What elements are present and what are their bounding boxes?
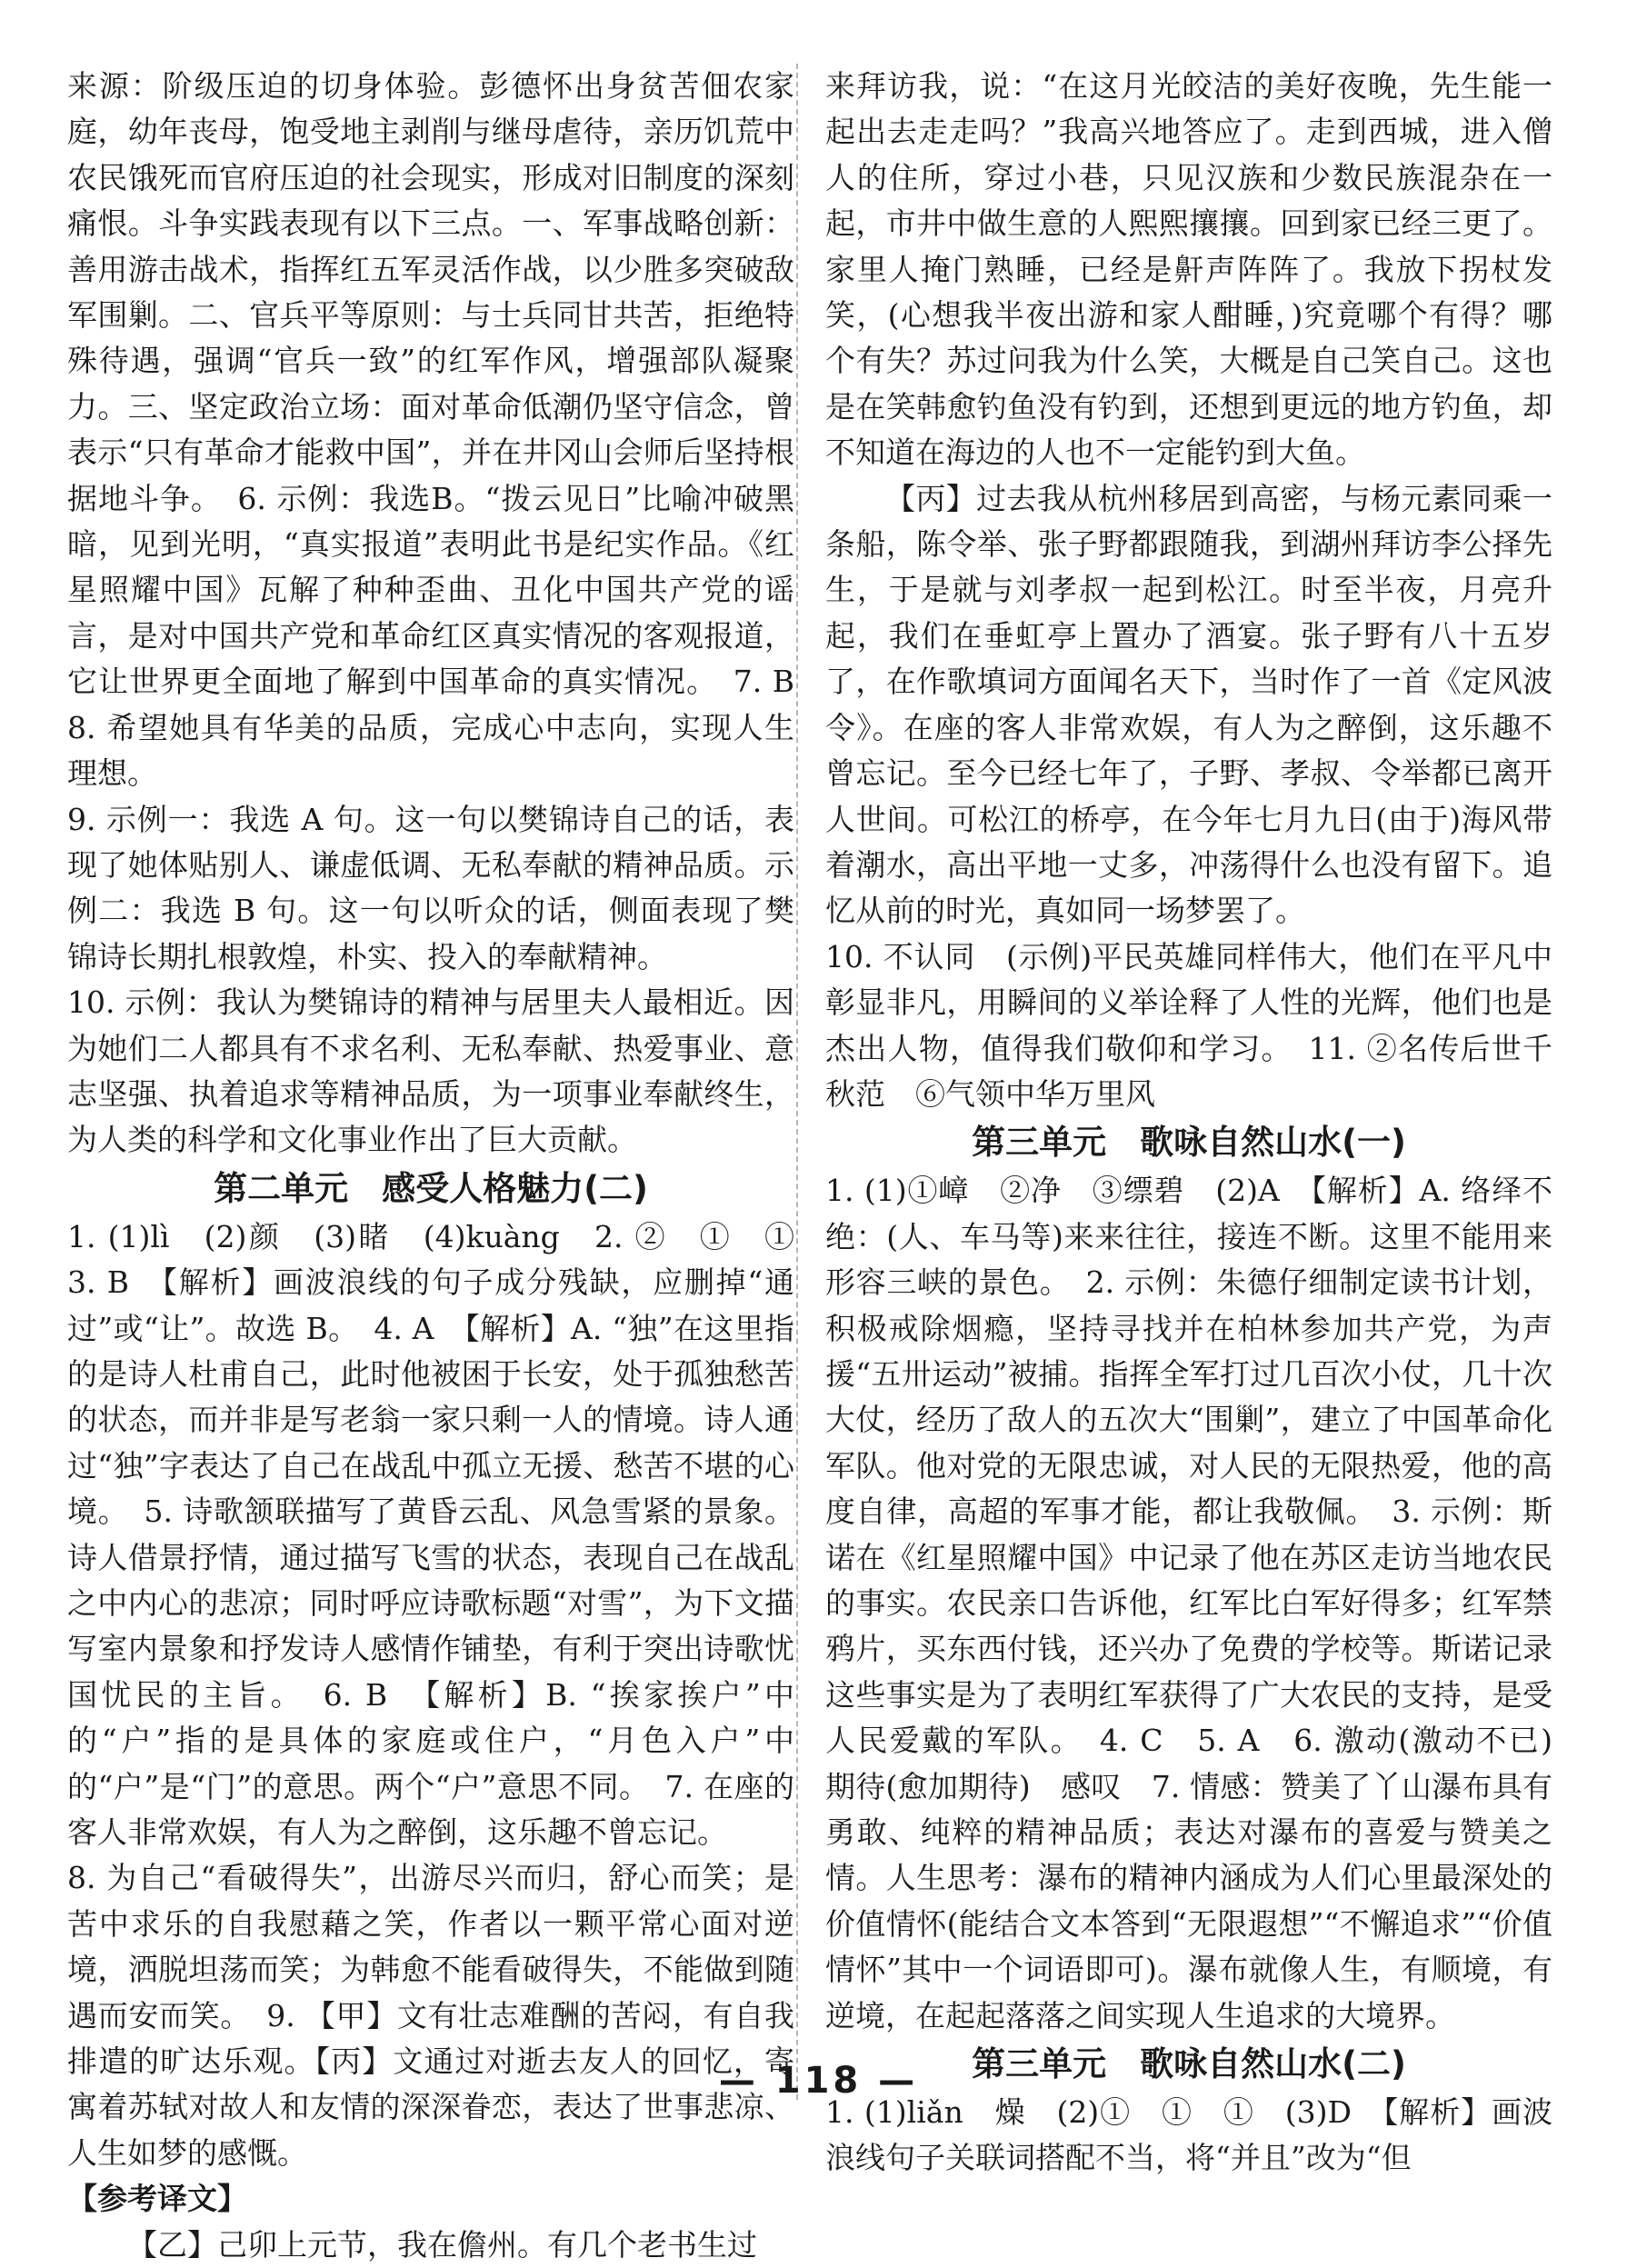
translation-yi-start: 【乙】己卯上元节，我在儋州。有几个老书生过: [127, 2226, 757, 2263]
column-divider: [796, 64, 798, 2100]
reference-translation-label: 【参考译文】: [67, 2181, 247, 2217]
answer-paragraph-unit2: 1. (1)lì (2)颜 (3)睹 (4)kuàng 2. ② ① ① 3. B 【解析】画波浪线的句子成分残缺，应删掉“通过”或“让”。故选 B。 4. A 【解析】A. “独”在这里指的是诗人杜甫自己，此时他被困于长安，处于孤独愁苦的状态，而并非是写老翁一家只剩一人的情境。诗人通过“独”字表达了自己在战乱中孤立无援、愁苦不堪的心境。 5. 诗歌颔联描写了黄昏云乱、风急雪紧的景象。诗人借景抒情，通过描写飞雪的状态，表现自己在战乱之中内心的悲凉；同时呼应诗歌标题“对雪”，为下文描写室内景象和抒发诗人感情作铺垫，有利于突出诗歌忧国忧民的主旨。 6. B 【解析】B. “挨家挨户”中的“户”指的是具体的家庭或住户，“月色入户”中的“户”是“门”的意思。两个“户”意思不同。 7. 在座的客人非常欢娱，有人为之醉倒，这乐趣不曾忘记。: [67, 1218, 824, 1851]
translation-bing: 【丙】过去我从杭州移居到高密，与杨元素同乘一条船，陈令举、张子野都跟随我，到湖州拜访李公择先生，于是就与刘孝叔一起到松江。时至半夜，月亮升起，我们在垂虹亭上置办了酒宴。张子野有八十五岁了，在作歌填词方面闻名天下，当时作了一首《定风波令》。在座的客人非常欢娱，有人为之醉倒，这乐趣不曾忘记。至今已经七年了，子野、孝叔、令举都已离开人世间。可松江的桥亭，在今年七月九日(由于)海风带着潮水，高出平地一丈多，冲荡得什么也没有留下。追忆从前的时光，真如同一场梦罢了。: [825, 480, 1552, 929]
right-column: [825, 64, 1582, 2182]
answer-paragraph-10: 10. 示例：我认为樊锦诗的精神与居里夫人最相近。因为她们二人都具有不求名利、无私奉献、热爱事业、意志坚强、执着追求等精神品质，为一项事业奉献终生，为人类的科学和文化事业作出了巨大贡献。: [67, 984, 794, 1158]
page-number: — 118 —: [718, 2060, 919, 2102]
section-heading-unit3-part1: 第三单元 歌咏自然山水(一): [972, 1123, 1406, 1163]
answer-paragraph-unit3-part1: 1. (1)①嶂 ②净 ③缥碧 (2)A 【解析】A. 络绎不绝：(人、车马等)来来往往，接连不断。这里不能用来形容三峡的景色。 2. 示例：朱德仔细制定读书计划，积极戒除烟瘾，坚持寻找并在柏林参加共产党，为声援“五卅运动”被捕。指挥全军打过几百次小仗，几十次大仗，经历了敌人的五次大“围剿”，建立了中国革命化军队。他对党的无限忠诚，对人民的无限热爱，他的高度自律，高超的军事才能，都让我敬佩。 3. 示例：斯诺在《红星照耀中国》中记录了他在苏区走访当地农民的事实。农民亲口告诉他，红军比白军好得多；红军禁鸦片，买东西付钱，还兴办了免费的学校等。斯诺记录这些事实是为了表明红军获得了广大农民的支持，是受人民爱戴的军队。 4. C 5. A 6. 激动(激动不已) 期待(愈加期待) 感叹 7. 情感：赞美了丫山瀑布具有勇敢、纯粹的精神品质；表达对瀑布的喜爱与赞美之情。人生思考：瀑布的精神内涵成为人们心里最深处的价值情怀(能结合文本答到“无限遐想”“不懈追求”“价值情怀”其中一个词语即可)。瀑布就像人生，有顺境，有逆境，在起起落落之间实现人生追求的大境界。: [825, 1173, 1582, 2033]
answer-paragraph-intro: 来源：阶级压迫的切身体验。彭德怀出身贫苦佃农家庭，幼年丧母，饱受地主剥削与继母虐待，亲历饥荒中农民饿死而官府压迫的社会现实，形成对旧制度的深刻痛恨。斗争实践表现有以下三点。一、军事战略创新：善用游击战术，指挥红五军灵活作战，以少胜多突破敌军围剿。二、官兵平等原则：与士兵同甘共苦，拒绝特殊待遇，强调“官兵一致”的红军作风，增强部队凝聚力。三、坚定政治立场：面对革命低潮仍坚守信念，曾表示“只有革命才能救中国”，并在井冈山会师后坚持根据地斗争。 6. 示例：我选B。“拨云见日”比喻冲破黑暗，见到光明，“真实报道”表明此书是纪实作品。《红星照耀中国》瓦解了种种歪曲、丑化中国共产党的谣言，是对中国共产党和革命红区真实情况的客观报道，它让世界更全面地了解到中国革命的真实情况。 7. B 8. 希望她具有华美的品质，完成心中志向，实现人生理想。: [67, 68, 824, 792]
answer-paragraph-9: 9. 示例一：我选 A 句。这一句以樊锦诗自己的话，表现了她体贴别人、谦虚低调、无私奉献的精神品质。示例二：我选 B 句。这一句以听众的话，侧面表现了樊锦诗长期扎根敦煌，朴实、投入的奉献精神。: [67, 801, 794, 974]
answer-paragraph-8: 8. 为自己“看破得失”，出游尽兴而归，舒心而笑；是苦中求乐的自我慰藉之笑，作者以一颗平常心面对逆境，洒脱坦荡而笑；为韩愈不能看破得失，不能做到随遇而安而笑。 9. 【甲】文有壮志难酬的苦闷，有自我排遣的旷达乐观。【丙】文通过对逝去友人的回忆，寄寓着苏轼对故人和友情的深深眷恋，表达了世事悲凉、人生如梦的感慨。: [67, 1860, 794, 2171]
section-heading-unit3-part2: 第三单元 歌咏自然山水(二): [972, 2044, 1406, 2084]
answer-paragraph-unit3-part2: 1. (1)liǎn 燥 (2)① ① ① (3)D 【解析】画波浪线句子关联词搭配不当，将“并且”改为“但: [825, 2094, 1552, 2176]
section-heading-unit2: 第二单元 感受人格魅力(二): [214, 1168, 648, 1208]
answer-paragraph-10-11: 10. 不认同 (示例)平民英雄同样伟大，他们在平凡中彰显非凡，用瞬间的义举诠释了人性的光辉，他们也是杰出人物，值得我们敬仰和学习。 11. ②名传后世千秋范 ⑥气领中华万里风: [825, 938, 1552, 1112]
translation-yi-continued: 来拜访我，说：“在这月光皎洁的美好夜晚，先生能一起出去走走吗？”我高兴地答应了。走到西城，进入僧人的住所，穿过小巷，只见汉族和少数民族混杂在一起，市井中做生意的人熙熙攘攘。回到家已经三更了。家里人掩门熟睡，已经是鼾声阵阵了。我放下拐杖发笑，(心想我半夜出游和家人酣睡，)究竟哪个有得？哪个有失？苏过问我为什么笑，大概是自己笑自己。这也是在笑韩愈钓鱼没有钓到，还想到更远的地方钓鱼，却不知道在海边的人也不一定能钓到大鱼。: [825, 68, 1552, 471]
